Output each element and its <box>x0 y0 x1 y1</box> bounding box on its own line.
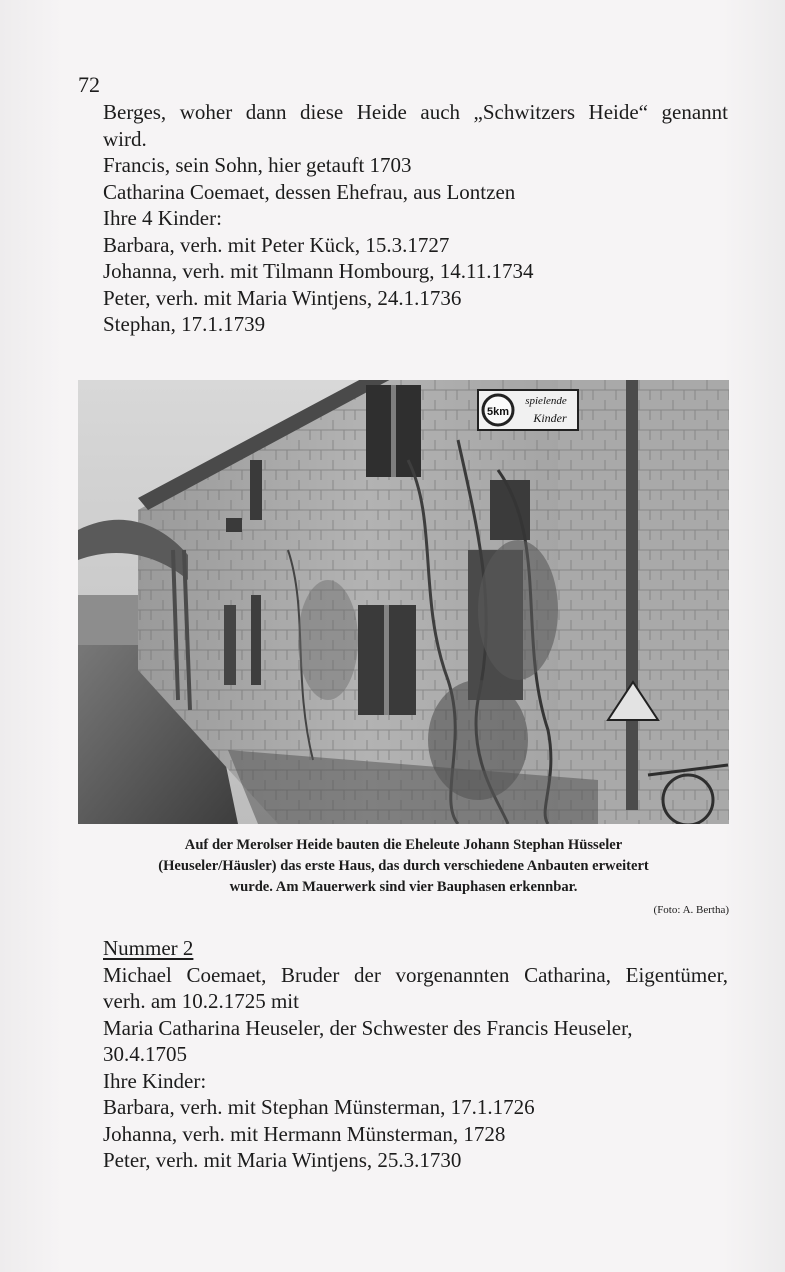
text-line: wird. <box>103 126 147 151</box>
text-line: Catharina Coemaet, dessen Ehefrau, aus Lontzen <box>103 179 516 204</box>
text-line: 30.4.1705 <box>103 1042 187 1066</box>
photo-sign-speed: 5km <box>486 406 510 418</box>
caption-line: Auf der Merolser Heide bauten die Eheleute Johann Stephan Hüsseler <box>184 837 623 853</box>
text-line: Johanna, verh. mit Hermann Münsterman, 1728 <box>103 1121 506 1146</box>
text-line: Peter, verh. mit Maria Wintjens, 25.3.1730 <box>103 1148 462 1172</box>
photo-caption <box>78 835 729 898</box>
text-line: Maria Catharina Heuseler, der Schwester des Francis Heuseler, <box>103 1015 633 1040</box>
text-line: Stephan, 17.1.1739 <box>103 312 266 336</box>
text-line: verh. am 10.2.1725 mit <box>103 989 299 1013</box>
text-line: Berges, woher dann diese Heide auch „Schwitzers Heide“ genannt <box>103 100 728 124</box>
photo-sign-top: spielende <box>525 395 567 407</box>
photo-sign-bottom: Kinder <box>533 411 567 425</box>
text-line: Ihre Kinder: <box>103 1068 207 1093</box>
section-heading: Nummer 2 <box>103 936 194 960</box>
text-line: Ihre 4 Kinder: <box>103 206 222 230</box>
text-line: Peter, verh. mit Maria Wintjens, 24.1.1736 <box>103 285 462 310</box>
text-line: Johanna, verh. mit Tilmann Hombourg, 14.11.1734 <box>103 259 534 283</box>
photo-credit: (Foto: A. Bertha) <box>653 904 729 916</box>
text-line: Barbara, verh. mit Peter Kück, 15.3.1727 <box>103 232 450 257</box>
house-photo <box>78 380 729 824</box>
text-line: Michael Coemaet, Bruder der vorgenannten Catharina, Eigentümer, <box>103 962 728 987</box>
text-line: Francis, sein Sohn, hier getauft 1703 <box>103 153 412 177</box>
caption-line: wurde. Am Mauerwerk sind vier Bauphasen erkennbar. <box>229 879 578 895</box>
page-number: 72 <box>78 72 100 97</box>
top-text-block <box>103 99 728 338</box>
caption-line: (Heuseler/Häusler) das erste Haus, das durch verschiedene Anbauten erweitert <box>158 858 649 874</box>
section-nummer-2 <box>103 935 728 1174</box>
text-line: Barbara, verh. mit Stephan Münsterman, 17.1.1726 <box>103 1095 535 1119</box>
